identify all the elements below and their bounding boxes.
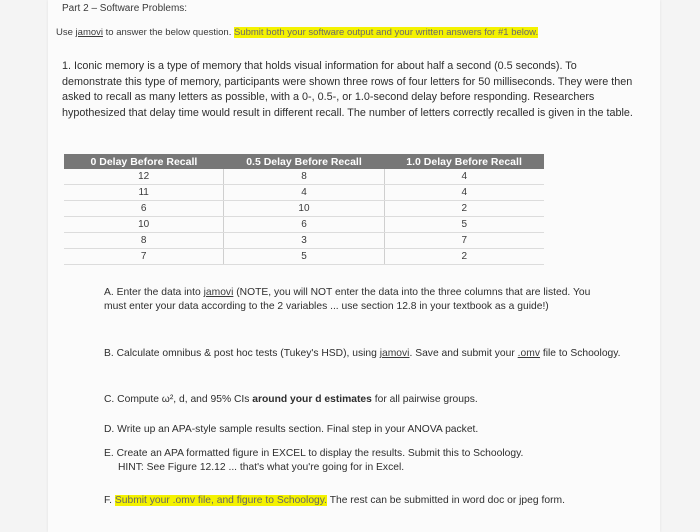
table-row (64, 233, 544, 249)
task-c-text-2: , d, and 95% CIs (173, 394, 253, 405)
task-f (104, 494, 644, 508)
table-header-cell: 0.5 Delay Before Recall (224, 154, 384, 169)
instructions-highlight: Submit both your software output and your written answers for #1 below. (233, 27, 539, 38)
table-cell: 10 (64, 217, 224, 233)
table-header-cell: 1.0 Delay Before Recall (384, 154, 544, 169)
task-e (104, 447, 624, 475)
task-c-text-3: for all pairwise groups. (371, 394, 478, 405)
table-row (64, 201, 544, 217)
table-cell: 4 (224, 185, 384, 201)
task-f-text: The rest can be submitted in word doc or jpeg form. (327, 495, 565, 506)
task-c-text: C. Compute ω² (104, 394, 174, 405)
table-cell: 5 (224, 249, 384, 265)
instructions-text-2: to answer the below question. (103, 27, 234, 38)
question-intro: 1. Iconic memory is a type of memory that holds visual information for about half a second (0.5 seconds). To demonstrate this type of memory, participants were shown three rows of four letters for 50 milliseconds. They were then asked to recall as many letters as possible, with a 0-, 0.5-, or 1.0-second delay before responding. Researchers hypothesized that delay time would result in different recall. The number of letters correctly recalled is given in the table. (62, 60, 633, 119)
table-cell: 6 (64, 201, 224, 217)
task-a (104, 286, 604, 314)
jamovi-link[interactable]: jamovi (379, 348, 410, 359)
task-f-label: F. (104, 495, 115, 506)
instructions-text: Use (56, 27, 76, 38)
data-table (64, 154, 544, 265)
table-header-row (64, 154, 544, 169)
table-row (64, 169, 544, 185)
task-e-hint: HINT: See Figure 12.12 ... that's what you're going for in Excel. (118, 462, 405, 473)
table-cell: 8 (64, 233, 224, 249)
task-c-bold: around your d estimates (252, 394, 372, 405)
task-c (104, 393, 624, 407)
task-a-text-2: (NOTE, you will NOT enter the data into the three columns that are listed. You must enter your data according to the 2 variables ... use section 12.8 in your textbook as a guide!) (104, 287, 591, 312)
table-header-cell: 0 Delay Before Recall (64, 154, 224, 169)
table-cell: 12 (64, 169, 224, 185)
table-cell: 8 (224, 169, 384, 185)
table-cell: 6 (224, 217, 384, 233)
task-b-text-2: . Save and submit your (409, 348, 518, 359)
table-cell: 4 (384, 185, 544, 201)
task-e-text: E. Create an APA formatted figure in EXCEL to display the results. Submit this to Schoology. (104, 448, 524, 459)
table-cell: 7 (64, 249, 224, 265)
table-cell: 10 (224, 201, 384, 217)
table-cell: 5 (384, 217, 544, 233)
table-row (64, 249, 544, 265)
task-b-text: B. Calculate omnibus & post hoc tests (Tukey's HSD), using (104, 348, 380, 359)
table-cell: 3 (224, 233, 384, 249)
task-b-text-3: file to Schoology. (540, 348, 621, 359)
omv-link[interactable]: .omv (517, 348, 540, 359)
table-row (64, 185, 544, 201)
table-row (64, 217, 544, 233)
task-f-highlight: Submit your .omv file, and figure to Schoology. (114, 495, 328, 506)
table-cell: 2 (384, 201, 544, 217)
document-page (48, 0, 660, 532)
table-cell: 11 (64, 185, 224, 201)
instructions-line (56, 27, 538, 38)
task-d: D. Write up an APA-style sample results section. Final step in your ANOVA packet. (104, 424, 479, 435)
task-b (104, 347, 624, 361)
task-a-text: A. Enter the data into (104, 287, 204, 298)
table-cell: 7 (384, 233, 544, 249)
section-header: Part 2 – Software Problems: (62, 3, 188, 14)
jamovi-link[interactable]: jamovi (203, 287, 234, 298)
jamovi-link[interactable]: jamovi (75, 27, 103, 38)
table-cell: 4 (384, 169, 544, 185)
table-cell: 2 (384, 249, 544, 265)
